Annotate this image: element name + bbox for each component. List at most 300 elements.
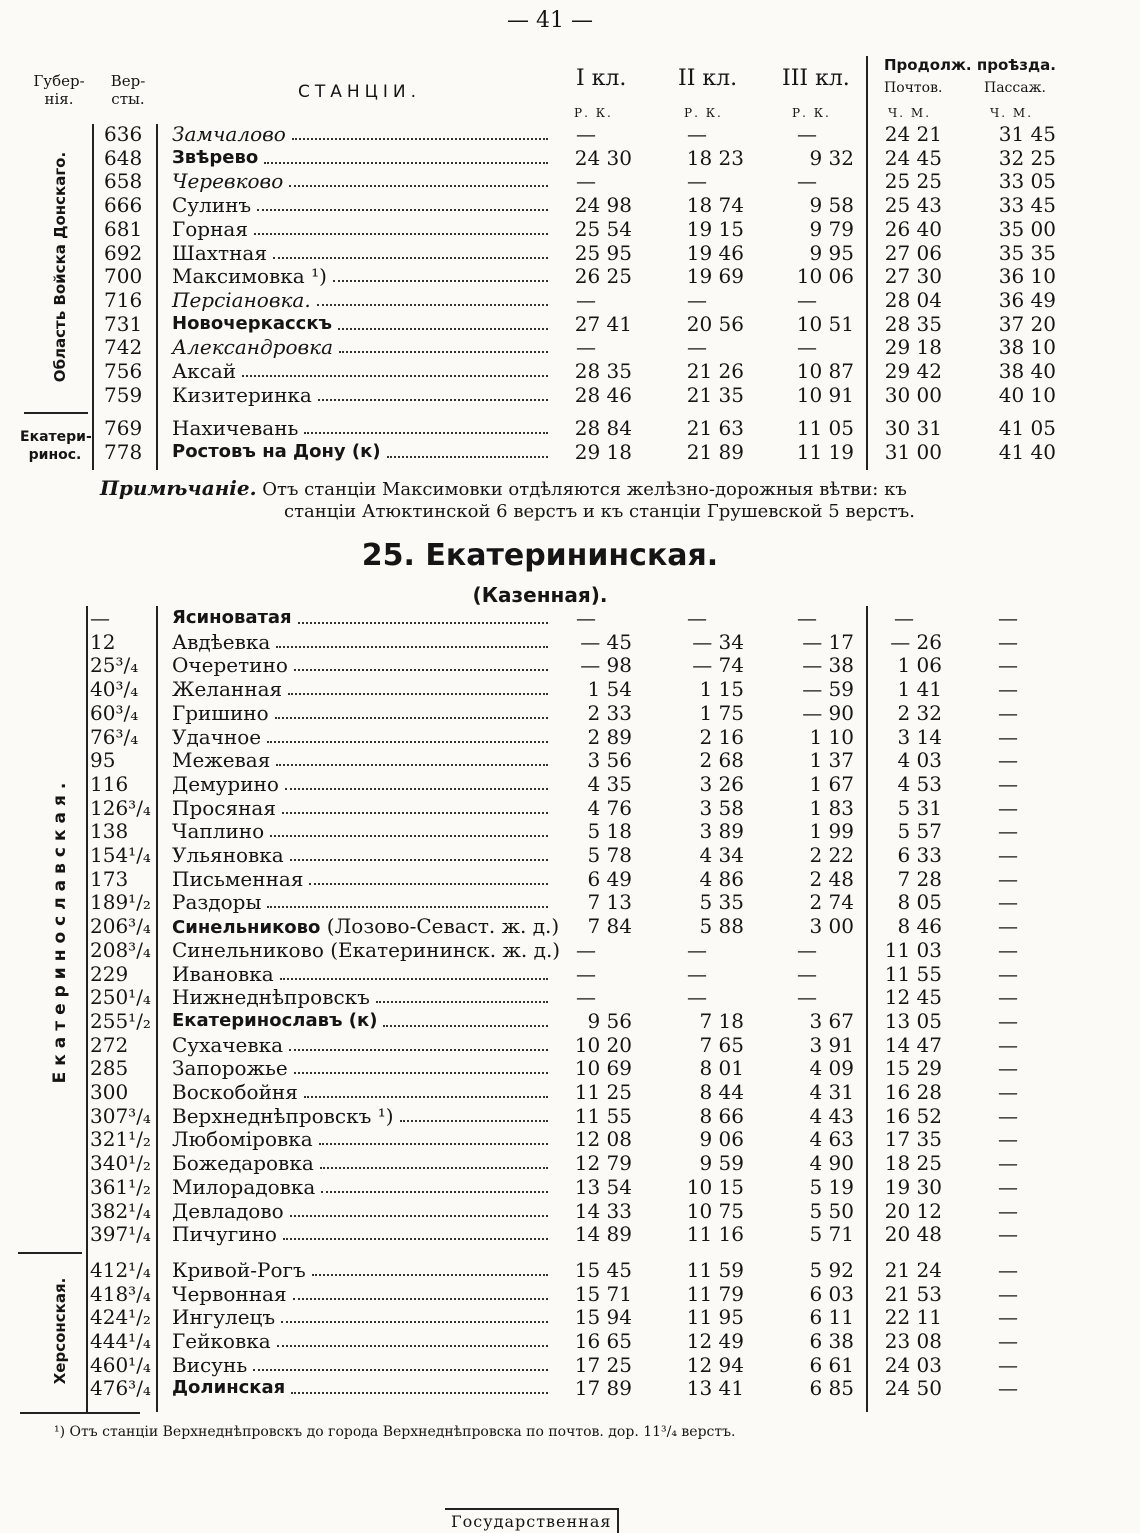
station-name: Ростовъ на Дону (к) (172, 441, 381, 463)
fare-class2: — (687, 606, 707, 630)
time-postal: 11 55 (884, 961, 942, 986)
header-class3: III кл. (782, 66, 850, 91)
versty-cell: 25³/₄ (90, 653, 139, 678)
leader-dots (376, 1001, 548, 1003)
station-name: Удачное (172, 724, 262, 749)
time-passenger: — (998, 771, 1018, 796)
footnote: ¹) Отъ станціи Верхнеднѣпровскъ до города Верхнеднѣпровска по почтов. дор. 11³/₄ верстъ. (54, 1424, 736, 1440)
station-name: Желанная (172, 677, 283, 702)
time-postal: 28 04 (884, 287, 942, 312)
fare-class1: 28 35 (574, 359, 632, 383)
time-postal: 29 18 (884, 335, 942, 360)
table-row (0, 630, 1140, 654)
table-row (0, 169, 1140, 193)
table-row (0, 312, 1140, 336)
versty-cell: 40³/₄ (90, 677, 139, 702)
time-passenger: 38 40 (998, 359, 1056, 383)
rule-t2-prov (18, 1252, 82, 1254)
time-postal: 20 12 (884, 1198, 942, 1223)
fare-class3: 6 61 (809, 1352, 854, 1377)
fare-class3: 4 09 (809, 1056, 854, 1081)
table-row (0, 819, 1140, 843)
leader-dots (309, 883, 548, 885)
fare-class3: 5 19 (809, 1174, 854, 1199)
table-row (0, 1353, 1140, 1377)
fare-class1: 5 18 (587, 819, 632, 844)
station-name: Звѣрево (172, 146, 259, 168)
versty-cell: 382¹/₄ (90, 1198, 151, 1223)
time-passenger: — (998, 1257, 1018, 1282)
fare-class1: 27 41 (574, 311, 632, 336)
fare-class2: 19 46 (686, 240, 744, 265)
time-passenger: 33 45 (998, 193, 1056, 218)
versty-cell: 636 (104, 122, 143, 146)
time-passenger: 41 40 (998, 440, 1056, 465)
table-row (0, 383, 1140, 407)
station-name: Просяная (172, 795, 276, 820)
fare-class3: 5 92 (809, 1257, 854, 1282)
versty-cell: 412¹/₄ (90, 1257, 151, 1282)
versty-cell: 397¹/₄ (90, 1222, 151, 1247)
fare-class3: 1 37 (809, 748, 854, 773)
time-passenger: — (998, 914, 1018, 939)
time-postal: 24 45 (884, 145, 942, 170)
station-name: Новочеркасскъ (172, 312, 333, 334)
rule-t2-bottom (20, 1412, 140, 1414)
station-name: Воскобойня (172, 1080, 298, 1104)
header-rk-1: Р. К. (574, 106, 613, 120)
time-postal: 22 11 (884, 1305, 942, 1330)
table-row (0, 796, 1140, 820)
station-name: Раздоры (172, 890, 262, 915)
versty-cell: 154¹/₄ (90, 843, 151, 867)
time-passenger: 36 49 (998, 287, 1056, 312)
fare-class2: — (687, 287, 707, 312)
fare-class2: 13 41 (686, 1376, 744, 1401)
time-postal: 24 03 (884, 1352, 942, 1377)
station-name: Запорожье (172, 1056, 288, 1081)
station-name: Гейковка (172, 1329, 271, 1353)
table-row (0, 1305, 1140, 1329)
fare-class2: — (687, 961, 707, 986)
time-postal: 16 28 (884, 1080, 942, 1104)
fare-class2: — (687, 122, 707, 146)
time-passenger: — (998, 724, 1018, 749)
fare-class3: 10 91 (796, 382, 854, 407)
fare-class2: 10 75 (686, 1198, 744, 1223)
fare-class1: 7 84 (587, 914, 632, 939)
leader-dots (292, 138, 548, 140)
fare-class3: 3 91 (809, 1032, 854, 1057)
station-name: Ингулецъ (172, 1305, 276, 1330)
leader-dots (338, 328, 548, 330)
versty-cell: 285 (90, 1056, 129, 1081)
fare-class3: 4 90 (809, 1151, 854, 1176)
province-ekat-1: Екатери- ринос. (20, 429, 92, 463)
time-postal: 4 53 (897, 771, 942, 796)
table-row (0, 288, 1140, 312)
fare-class1: 11 25 (574, 1080, 632, 1104)
table-row (0, 1175, 1140, 1199)
time-postal: 1 06 (897, 653, 942, 678)
station-name: Авдѣевка (172, 629, 271, 654)
time-postal: 16 52 (884, 1103, 942, 1128)
fare-class3: 9 79 (809, 216, 854, 241)
fare-class2: 8 66 (699, 1103, 744, 1128)
leader-dots (289, 185, 548, 187)
fare-class1: — (576, 122, 596, 146)
table-row (0, 359, 1140, 383)
time-passenger: — (998, 937, 1018, 962)
fare-class3: 2 48 (809, 866, 854, 891)
station-name: Ивановка (172, 961, 274, 986)
station-name: Синельниково (Екатерининск. ж. д.) (172, 937, 561, 962)
table-row (0, 748, 1140, 772)
leader-dots (318, 399, 548, 401)
time-postal: 8 46 (897, 914, 942, 939)
leader-dots (254, 233, 548, 235)
fare-class2: 12 49 (686, 1329, 744, 1353)
leader-dots (290, 1215, 548, 1217)
fare-class1: 17 89 (574, 1376, 632, 1401)
table-row (0, 241, 1140, 265)
versty-cell: 759 (104, 382, 143, 407)
table-row (0, 1127, 1140, 1151)
time-passenger: 38 10 (998, 335, 1056, 360)
time-postal: 26 40 (884, 216, 942, 241)
leader-dots (267, 906, 548, 908)
time-postal: 18 25 (884, 1151, 942, 1176)
table-row (0, 1329, 1140, 1353)
versty-cell: 681 (104, 216, 143, 241)
time-passenger: — (998, 866, 1018, 891)
time-passenger: — (998, 1281, 1018, 1306)
fare-class3: 5 50 (809, 1198, 854, 1223)
versty-cell: 138 (90, 819, 129, 844)
table-row (0, 653, 1140, 677)
fare-class3: — 38 (802, 653, 854, 678)
leader-dots (312, 1274, 548, 1276)
fare-class2: — 74 (692, 653, 744, 678)
time-postal: 15 29 (884, 1056, 942, 1081)
fare-class2: 21 63 (686, 416, 744, 441)
time-postal: 24 21 (884, 122, 942, 146)
leader-dots (321, 1191, 548, 1193)
note-line2: станціи Атюктинской 6 верстъ и къ станціи Грушевской 5 верстъ. (284, 501, 915, 522)
leader-dots (294, 1072, 548, 1074)
leader-dots (333, 280, 548, 282)
fare-class3: — (797, 169, 817, 194)
table-row (0, 1199, 1140, 1223)
table-row (0, 606, 1140, 630)
fare-class1: 24 98 (574, 193, 632, 218)
fare-class3: — 90 (802, 700, 854, 725)
table-row (0, 938, 1140, 962)
leader-dots (276, 646, 548, 648)
fare-class3: — (797, 606, 817, 630)
time-passenger: — (998, 1376, 1018, 1401)
province-kherson: Херсонская. (51, 1277, 69, 1385)
fare-class2: — (687, 169, 707, 194)
fare-class2: 11 79 (686, 1281, 744, 1306)
fare-class2: 11 95 (686, 1305, 744, 1330)
versty-cell: 300 (90, 1080, 129, 1104)
fare-class1: 6 49 (587, 866, 632, 891)
fare-class2: 8 44 (699, 1080, 744, 1104)
fare-class2: 18 74 (686, 193, 744, 218)
versty-cell: 60³/₄ (90, 700, 139, 725)
versty-cell: 208³/₄ (90, 937, 151, 962)
time-passenger: — (998, 748, 1018, 773)
time-passenger: — (998, 1127, 1018, 1152)
versty-cell: 189¹/₂ (90, 890, 151, 915)
versty-cell: 742 (104, 335, 143, 360)
time-postal: 7 28 (897, 866, 942, 891)
leader-dots (400, 1120, 548, 1122)
fare-class1: 4 76 (587, 795, 632, 820)
fare-class2: 3 58 (699, 795, 744, 820)
fare-class3: 6 11 (809, 1305, 854, 1330)
versty-cell: 716 (104, 287, 143, 312)
leader-dots (298, 622, 548, 624)
time-passenger: 33 05 (998, 169, 1056, 194)
leader-dots (339, 351, 548, 353)
time-postal: 30 31 (884, 416, 942, 441)
fare-class3: — 59 (802, 677, 854, 702)
leader-dots (281, 1321, 548, 1323)
time-passenger: — (998, 843, 1018, 867)
header-postal: Почтов. (884, 80, 943, 96)
fare-class1: 15 45 (574, 1257, 632, 1282)
time-passenger: — (998, 1352, 1018, 1377)
time-postal: 6 33 (897, 843, 942, 867)
versty-cell: 12 (90, 629, 116, 654)
fare-class2: — (687, 985, 707, 1010)
time-postal: 31 00 (884, 440, 942, 465)
table-row (0, 1376, 1140, 1400)
leader-dots (304, 432, 548, 434)
fare-class2: 9 59 (699, 1151, 744, 1176)
leader-dots (285, 788, 548, 790)
time-passenger: — (998, 1305, 1018, 1330)
fare-class3: — (797, 335, 817, 360)
versty-cell: 250¹/₄ (90, 985, 151, 1010)
leader-dots (383, 1025, 548, 1027)
station-name: Демурино (172, 771, 279, 796)
leader-dots (291, 1392, 548, 1394)
leader-dots (277, 1345, 548, 1347)
fare-class1: — (576, 985, 596, 1010)
fare-class1: 11 55 (574, 1103, 632, 1128)
table-row (0, 914, 1140, 938)
time-passenger: — (998, 700, 1018, 725)
fare-class2: 7 18 (699, 1008, 744, 1033)
versty-cell: 255¹/₂ (90, 1008, 151, 1033)
versty-cell: 418³/₄ (90, 1281, 151, 1306)
versty-cell: 321¹/₂ (90, 1127, 151, 1152)
fare-class1: 13 54 (574, 1174, 632, 1199)
fare-class2: 19 69 (686, 264, 744, 289)
fare-class1: 12 08 (574, 1127, 632, 1152)
station-name: Долинская (172, 1377, 286, 1399)
fare-class1: 10 20 (574, 1032, 632, 1057)
time-passenger: — (998, 961, 1018, 986)
station-name: Гришино (172, 700, 269, 725)
fare-class2: 21 26 (686, 359, 744, 383)
fare-class1: 1 54 (587, 677, 632, 702)
station-name: Екатеринославъ (к) (172, 1009, 378, 1031)
station-name: Любоміровка (172, 1127, 313, 1152)
table-row (0, 122, 1140, 146)
time-passenger: — (998, 1222, 1018, 1247)
fare-class2: 12 94 (686, 1352, 744, 1377)
time-postal: 5 31 (897, 795, 942, 820)
table-row (0, 335, 1140, 359)
fare-class3: 10 51 (796, 311, 854, 336)
fare-class3: 6 03 (809, 1281, 854, 1306)
fare-class2: 1 15 (699, 677, 744, 702)
fare-class3: — 17 (802, 629, 854, 654)
time-postal: 11 03 (884, 937, 942, 962)
station-name: Ульяновка (172, 843, 284, 867)
fare-class2: 7 65 (699, 1032, 744, 1057)
fare-class3: 6 85 (809, 1376, 854, 1401)
station-name: Божедаровка (172, 1151, 314, 1176)
station-name: Кривой-Рогъ (172, 1257, 306, 1282)
versty-cell: 666 (104, 193, 143, 218)
leader-dots (293, 1298, 548, 1300)
time-postal: 24 50 (884, 1376, 942, 1401)
table-row (0, 193, 1140, 217)
time-passenger: — (998, 819, 1018, 844)
versty-cell: 769 (104, 416, 143, 441)
header-hm-1: Ч. М. (888, 106, 932, 120)
fare-class1: — (576, 606, 596, 630)
fare-class3: 4 63 (809, 1127, 854, 1152)
fare-class1: 17 25 (574, 1352, 632, 1377)
leader-dots (253, 1369, 548, 1371)
table-row (0, 1080, 1140, 1104)
time-passenger: — (998, 677, 1018, 702)
time-postal: — 26 (890, 629, 942, 654)
fare-class3: 9 95 (809, 240, 854, 265)
table-row (0, 1009, 1140, 1033)
fare-class2: 2 68 (699, 748, 744, 773)
fare-class1: — (576, 169, 596, 194)
fare-class3: — (797, 961, 817, 986)
fare-class3: 11 05 (796, 416, 854, 441)
versty-cell: 692 (104, 240, 143, 265)
note-line1 (100, 476, 907, 502)
station-name: Максимовка ¹) (172, 264, 327, 289)
leader-dots (289, 1049, 548, 1051)
fare-class2: 3 89 (699, 819, 744, 844)
header-class1: I кл. (576, 66, 627, 91)
fare-class3: 1 67 (809, 771, 854, 796)
time-passenger: — (998, 1174, 1018, 1199)
station-name: Александровка (172, 335, 333, 360)
station-name: Сулинъ (172, 193, 252, 218)
time-postal: 2 32 (897, 700, 942, 725)
fare-class3: 3 00 (809, 914, 854, 939)
fare-class1: 28 46 (574, 382, 632, 407)
station-name: Сухачевка (172, 1032, 284, 1057)
versty-cell: 648 (104, 145, 143, 170)
fare-class1: 26 25 (574, 264, 632, 289)
time-passenger: 35 35 (998, 240, 1056, 265)
leader-dots (280, 978, 548, 980)
fare-class1: 16 65 (574, 1329, 632, 1353)
versty-cell: 229 (90, 961, 129, 986)
station-name: Черевково (172, 169, 284, 194)
header-rk-3: Р. К. (792, 106, 831, 120)
fare-class3: 4 43 (809, 1103, 854, 1128)
time-postal: 27 06 (884, 240, 942, 265)
time-passenger: — (998, 1032, 1018, 1057)
leader-dots (320, 1167, 548, 1169)
versty-cell: 361¹/₂ (90, 1174, 151, 1199)
fare-class3: 5 71 (809, 1222, 854, 1247)
table-row (0, 217, 1140, 241)
time-postal: 12 45 (884, 985, 942, 1010)
fare-class2: 19 15 (686, 216, 744, 241)
fare-class3: 3 67 (809, 1008, 854, 1033)
fare-class1: 25 95 (574, 240, 632, 265)
fare-class1: — 98 (580, 653, 632, 678)
time-passenger: 31 45 (998, 122, 1056, 146)
leader-dots (294, 669, 548, 671)
header-class2: II кл. (678, 66, 738, 91)
note-text1: Отъ станціи Максимовки отдѣляются желѣзно-дорожныя вѣтви: къ (262, 479, 907, 500)
leader-dots (387, 456, 548, 458)
fare-class2: 21 35 (686, 382, 744, 407)
leader-dots (276, 764, 548, 766)
time-passenger: — (998, 1080, 1018, 1104)
station-name: Шахтная (172, 240, 267, 265)
versty-cell: 731 (104, 311, 143, 336)
station-name: Висунь (172, 1352, 248, 1377)
station-name: Червонная (172, 1281, 287, 1306)
time-passenger: — (998, 1103, 1018, 1128)
fare-class3: 6 38 (809, 1329, 854, 1353)
fare-class1: 25 54 (574, 216, 632, 241)
table-row (0, 1222, 1140, 1246)
fare-class3: 9 32 (809, 145, 854, 170)
fare-class1: 5 78 (587, 843, 632, 867)
fare-class1: 14 89 (574, 1222, 632, 1247)
time-postal: 30 00 (884, 382, 942, 407)
versty-cell: 460¹/₄ (90, 1352, 151, 1377)
fare-class2: 3 26 (699, 771, 744, 796)
time-postal: 20 48 (884, 1222, 942, 1247)
fare-class2: 9 06 (699, 1127, 744, 1152)
leader-dots (288, 693, 548, 695)
station-name: Пичугино (172, 1222, 277, 1247)
station-name: Очеретино (172, 653, 288, 678)
versty-cell: 424¹/₂ (90, 1305, 151, 1330)
table-row (0, 867, 1140, 891)
leader-dots (270, 835, 548, 837)
time-postal: 3 14 (897, 724, 942, 749)
header-duration: Продолж. проѣзда. (884, 56, 1056, 74)
table-row (0, 440, 1140, 464)
leader-dots (242, 375, 548, 377)
time-passenger: — (998, 1329, 1018, 1353)
station-name: Милорадовка (172, 1174, 316, 1199)
time-postal: 27 30 (884, 264, 942, 289)
station-name: Кизитеринка (172, 382, 312, 407)
fare-class2: — (687, 335, 707, 360)
